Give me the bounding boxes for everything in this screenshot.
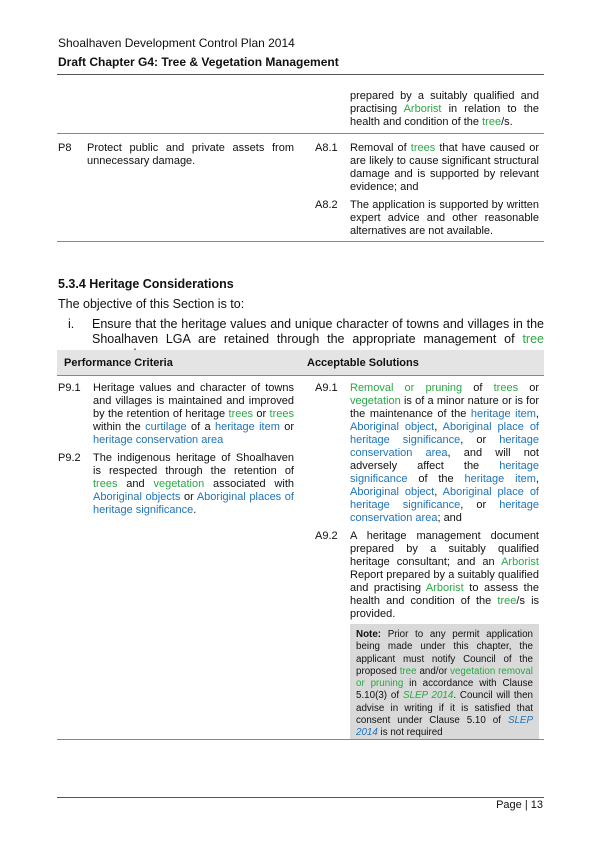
solution-number: A9.2 [315,530,338,542]
row-divider [57,133,544,134]
criteria-number: P9.1 [58,382,81,394]
acceptable-solution-a92: A heritage management document prepared by a suitably qualified heritage consultant; and an Arborist Report prepared by a suitably qualified and practising Arborist to assess the health and condition of the tree/s is provided. [350,530,540,620]
objective-item: Ensure that the heritage values and unique character of towns and villages in the Shoalhaven LGA are retained through the appropriate management of tree [92,317,544,346]
page-number: Page | 13 [496,799,543,811]
column-header-solutions: Acceptable Solutions [307,357,419,369]
objective-intro: The objective of this Section is to: [58,297,245,311]
performance-criteria-p92: The indigenous heritage of Shoalhaven is respected through the retention of trees and vegetation associated with Aboriginal objects or Aboriginal places of heritage significance. [93,452,294,516]
conservation-area-term: heritage conservation area [93,434,224,446]
trees-term: trees [410,142,436,154]
solution-number: A8.1 [315,142,338,154]
header-row-divider [57,375,544,376]
acceptable-solution-a91: Removal or pruning of trees or vegetation is of a minor nature or is for the maintenance of the heritage item, Aboriginal object, Aboriginal place of heritage significance, or heritage conservation area, and will not adversely affect the heritage significance of the heritage item, Aboriginal object, Aboriginal place of heritage significance, or heritage conservation area; and [350,382,540,524]
arborist-link: Arborist [403,103,442,115]
solution-number: A9.1 [315,382,338,394]
continued-solution: prepared by a suitably qualified and practising Arborist in relation to the health and condition of the tree/s. [350,90,539,128]
document-title: Shoalhaven Development Control Plan 2014 [58,36,295,50]
footer-divider [57,797,544,798]
performance-criteria-p91: Heritage values and character of towns and villages is maintained and improved by the retention of heritage trees or trees within the curtilage of a heritage item or heritage conservation area [93,382,294,446]
tree-term: tree [482,116,502,128]
solution-number: A8.2 [315,199,338,211]
note-label: Note: [356,629,382,640]
section-heading: 5.3.4 Heritage Considerations [58,277,234,291]
criteria-number: P8 [58,142,72,154]
aboriginal-places-term: Aboriginal places of heritage significance [93,491,294,516]
table-bottom-border [57,241,544,242]
heritage-item-term: heritage item [215,421,280,433]
curtilage-term: curtilage [145,421,187,433]
tree-term: tree [522,332,544,346]
table-bottom-border [57,739,544,740]
acceptable-solution-a82: The application is supported by written expert advice and other reasonable alternatives are not available. [350,199,539,237]
acceptable-solution-a81: Removal of trees that have caused or are likely to cause significant structural damage and is supported by relevant evidence; and [350,142,540,193]
header-divider [57,74,544,75]
note-box: Note: Prior to any permit application being made under this chapter, the applicant must notify Council of the proposed tree and/or vegetation removal or pruning in accordance with Clause 5.10(3) of SLEP 2014. Council will then advise in writing if it is satisfied that consent under Clause 5.10 of SLEP 2014 is not required [350,624,539,739]
aboriginal-objects-term: Aboriginal objects [93,491,181,503]
list-number: i. [68,317,75,331]
chapter-title: Draft Chapter G4: Tree & Vegetation Management [58,55,339,69]
performance-criteria-p8: Protect public and private assets from unnecessary damage. [87,142,294,167]
criteria-number: P9.2 [58,452,81,464]
column-header-performance: Performance Criteria [64,357,173,369]
